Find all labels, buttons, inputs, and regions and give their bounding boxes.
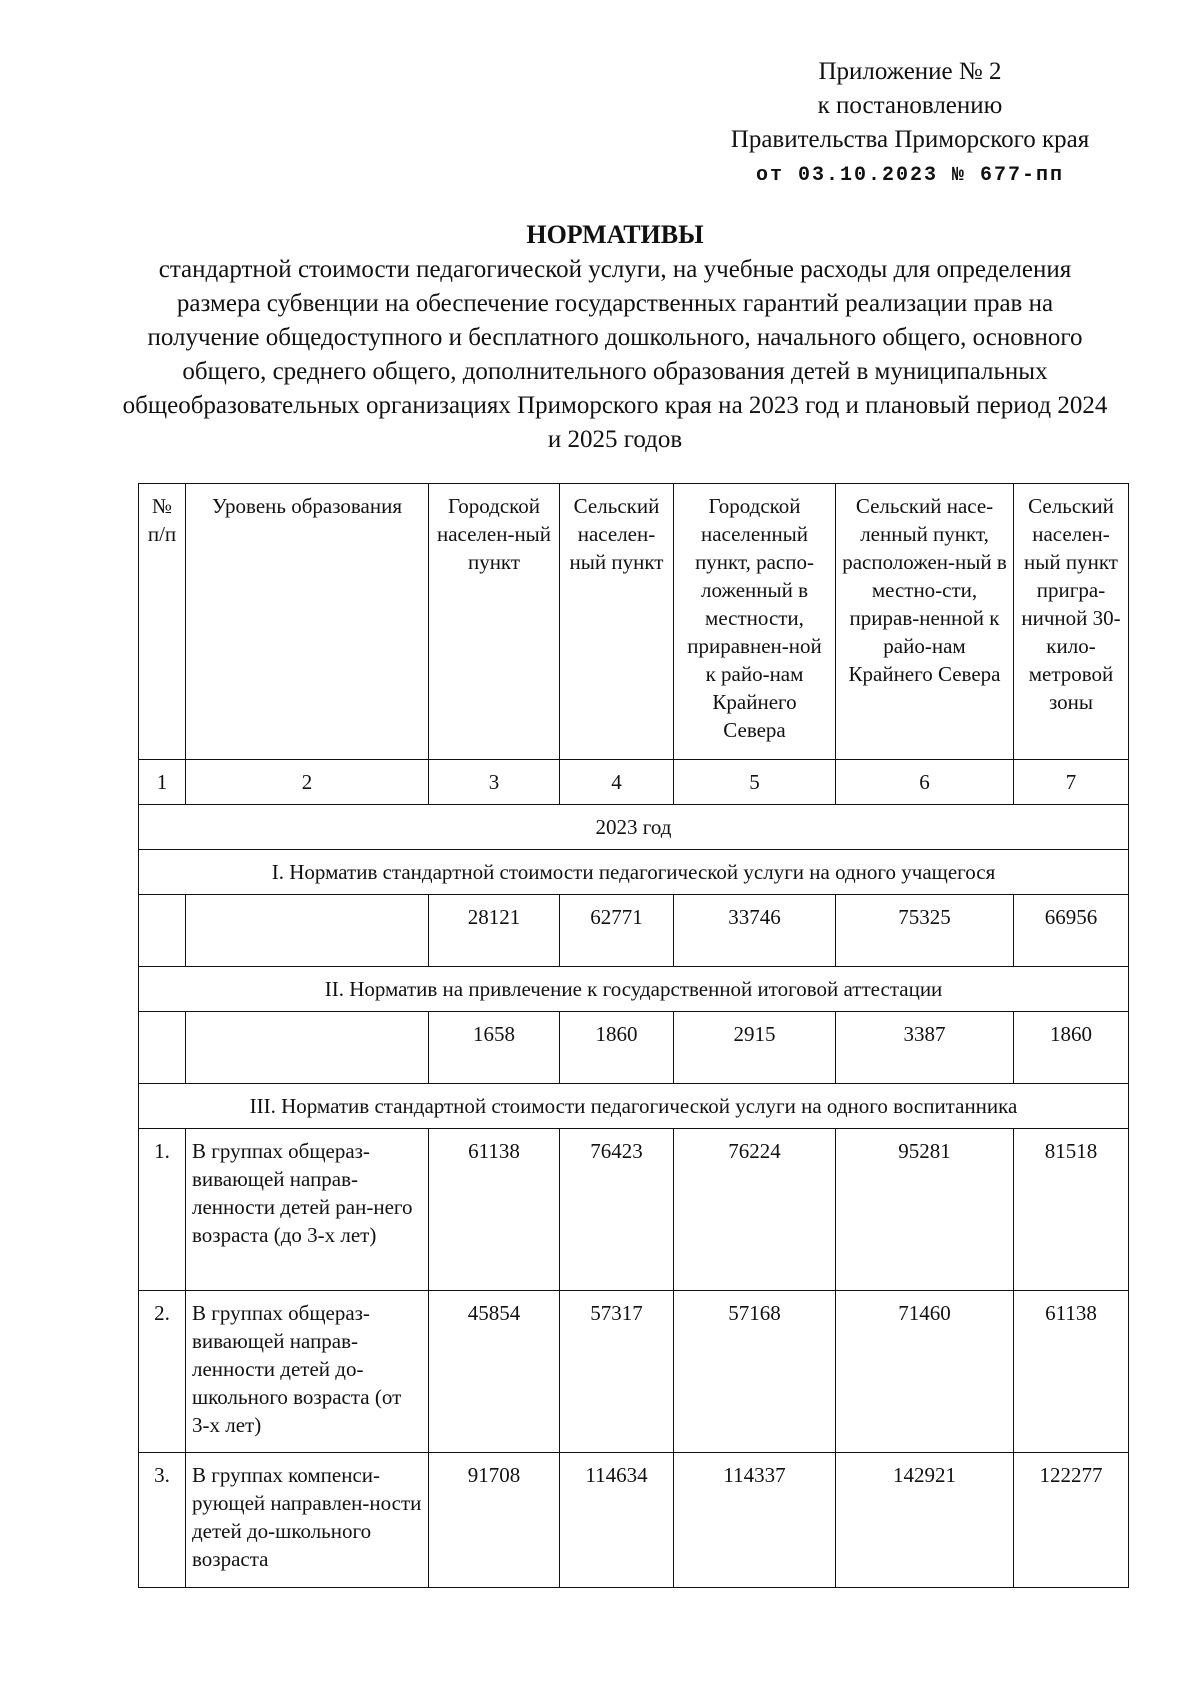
row-number: [139, 895, 186, 967]
norms-table: [138, 483, 1129, 1588]
row-number: 3.: [139, 1453, 186, 1588]
value-cell: 61138: [429, 1129, 560, 1291]
table-row: [139, 1129, 1129, 1291]
document-subtitle: стандартной стоимости педагогической услуги, на учебные расходы для определения размера субвенции на обеспечение государственных гарантий реализации прав на получение общедоступного и бесплатного дошкольного, начального общего, основного общего, среднего общего, дополнительного образования детей в муниципальных общеобразовательных организациях Приморского края на 2023 год и плановый период 2024 и 2025 годов: [122, 256, 1108, 453]
document-title: НОРМАТИВЫ: [526, 220, 704, 249]
section-title: II. Норматив на привлечение к государственной итоговой аттестации: [139, 967, 1129, 1012]
value-cell: 75325: [836, 895, 1014, 967]
row-number: [139, 1012, 186, 1084]
value-cell: 28121: [429, 895, 560, 967]
year-row: [139, 805, 1129, 850]
value-cell: 3387: [836, 1012, 1014, 1084]
section-title-row: [139, 1084, 1129, 1129]
section-title: I. Норматив стандартной стоимости педагогической услуги на одного учащегося: [139, 850, 1129, 895]
decree-stamp: от 03.10.2023 № 677-пп: [755, 164, 1065, 187]
section-title-row: [139, 967, 1129, 1012]
column-number: 4: [560, 760, 674, 805]
value-cell: 1860: [560, 1012, 674, 1084]
value-cell: 114337: [674, 1453, 836, 1588]
value-cell: 95281: [836, 1129, 1014, 1291]
appendix-block: [680, 55, 1140, 193]
column-number: 7: [1014, 760, 1129, 805]
header-cell-number: № п/п: [139, 484, 186, 760]
section-title-row: [139, 850, 1129, 895]
value-cell: 114634: [560, 1453, 674, 1588]
row-level: [186, 1012, 429, 1084]
column-number: 1: [139, 760, 186, 805]
value-cell: 33746: [674, 895, 836, 967]
column-number: 6: [836, 760, 1014, 805]
row-number: 1.: [139, 1129, 186, 1291]
table-header-row: [139, 484, 1129, 760]
value-cell: 76423: [560, 1129, 674, 1291]
appendix-line-2: к постановлению: [817, 92, 1003, 119]
value-cell: 66956: [1014, 895, 1129, 967]
value-cell: 122277: [1014, 1453, 1129, 1588]
year-label: 2023 год: [139, 805, 1129, 850]
section-title: III. Норматив стандартной стоимости педагогической услуги на одного воспитанника: [139, 1084, 1129, 1129]
appendix-line-1: Приложение № 2: [818, 58, 1002, 85]
value-cell: 62771: [560, 895, 674, 967]
table-row: [139, 1453, 1129, 1588]
column-number-row: [139, 760, 1129, 805]
value-cell: 81518: [1014, 1129, 1129, 1291]
header-cell-urban-north: Городской населенный пункт, распо-ложенный в местности, приравнен-ной к райо-нам Крайнего Севера: [674, 484, 836, 760]
header-cell-border-zone: Сельский населен-ный пункт пригра-ничной 30-кило-метровой зоны: [1014, 484, 1129, 760]
value-cell: 1658: [429, 1012, 560, 1084]
value-cell: 1860: [1014, 1012, 1129, 1084]
column-number: 5: [674, 760, 836, 805]
value-cell: 142921: [836, 1453, 1014, 1588]
row-level: [186, 895, 429, 967]
appendix-line-3: Правительства Приморского края: [730, 126, 1090, 153]
column-number: 3: [429, 760, 560, 805]
header-cell-urban: Городской населен-ный пункт: [429, 484, 560, 760]
row-number: 2.: [139, 1291, 186, 1453]
header-cell-level: Уровень образования: [186, 484, 429, 760]
header-cell-rural: Сельский населен-ный пункт: [560, 484, 674, 760]
header-cell-rural-north: Сельский насе-ленный пункт, расположен-ный в местно-сти, прирав-ненной к райо-нам Крайнего Севера: [836, 484, 1014, 760]
value-cell: 61138: [1014, 1291, 1129, 1453]
value-cell: 91708: [429, 1453, 560, 1588]
value-cell: 45854: [429, 1291, 560, 1453]
value-cell: 71460: [836, 1291, 1014, 1453]
row-level: В группах общераз-вивающей направ-ленности детей ран-него возраста (до 3-х лет): [186, 1129, 429, 1291]
row-level: В группах компенси-рующей направлен-ности детей до-школьного возраста: [186, 1453, 429, 1588]
title-block: [120, 218, 1110, 457]
value-cell: 57317: [560, 1291, 674, 1453]
value-cell: 2915: [674, 1012, 836, 1084]
value-cell: 57168: [674, 1291, 836, 1453]
column-number: 2: [186, 760, 429, 805]
table-row: [139, 1291, 1129, 1453]
table-row: [139, 1012, 1129, 1084]
table-row: [139, 895, 1129, 967]
row-level: В группах общераз-вивающей направ-ленности детей до-школьного возраста (от 3-х лет): [186, 1291, 429, 1453]
value-cell: 76224: [674, 1129, 836, 1291]
